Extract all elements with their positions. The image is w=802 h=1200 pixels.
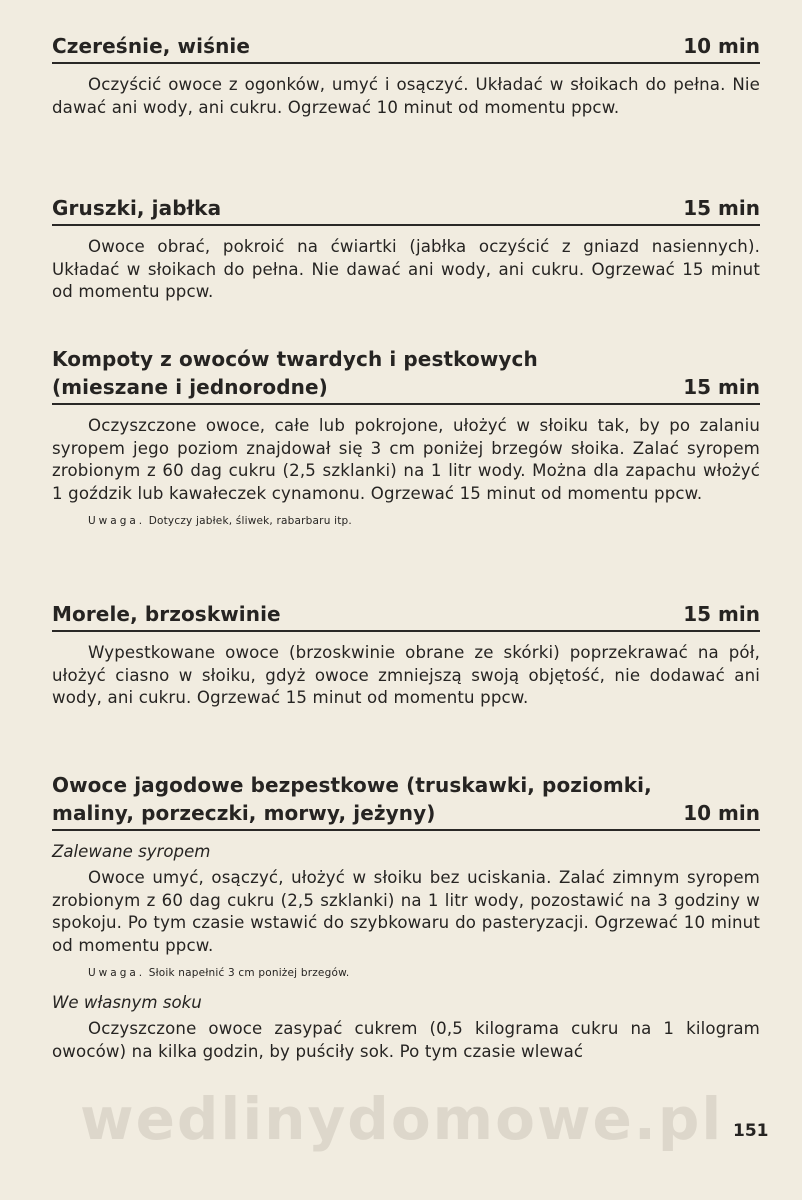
section-time: 10 min xyxy=(683,801,760,825)
section-text: Oczyszczone owoce, całe lub pokrojone, ułożyć w słoiku tak, by po zalaniu syropem jego poziom znajdował się 3 cm poniżej brzegów słoika. Zalać syropem zrobionym z 60 dag cukru (2,5 szklanki) na 1 litr wody. Można dla zapachu włożyć 1 goździk lub kawałeczek cynamonu. Ogrzewać 15 minut od momentu ppcw. xyxy=(52,416,760,503)
section-time: 15 min xyxy=(683,375,760,399)
section-cherries xyxy=(52,32,760,119)
subheading-syrup: Zalewane syropem xyxy=(52,842,211,861)
section-time: 15 min xyxy=(683,196,760,220)
note-text: Słoik napełnić 3 cm poniżej brzegów. xyxy=(148,967,350,979)
section-title: Czereśnie, wiśnie xyxy=(52,34,251,58)
section-text: Oczyścić owoce z ogonków, umyć i osączyć. Układać w słoikach do pełna. Nie dawać ani wody, ani cukru. Ogrzewać 10 minut od momentu ppcw. xyxy=(52,75,760,117)
section-header xyxy=(52,32,760,64)
section-title xyxy=(52,771,652,827)
section-text: Owoce umyć, osączyć, ułożyć w słoiku bez uciskania. Zalać zimnym syropem zrobionym z 60 dag cukru (2,5 szklanki) na 1 litr wody, pozostawić na 3 godziny w spokoju. Po tym czasie wstawić do szybkowaru do pasteryzacji. Ogrzewać 10 minut od momentu ppcw. xyxy=(52,868,760,955)
note xyxy=(52,514,760,528)
section-header xyxy=(52,194,760,226)
section-time: 15 min xyxy=(683,602,760,626)
section-compotes xyxy=(52,345,760,528)
section-pears-apples xyxy=(52,194,760,304)
section-title-line1: Kompoty z owoców twardych i pestkowych xyxy=(52,347,538,371)
section-time: 10 min xyxy=(683,34,760,58)
watermark: wedlinydomowe.pl xyxy=(80,1085,724,1153)
subheading-own-juice: We własnym soku xyxy=(52,993,202,1012)
section-text: Owoce obrać, pokroić na ćwiartki (jabłka oczyścić z gniazd nasiennych). Układać w słoikach do pełna. Nie dawać ani wody, ani cukru. Ogrzewać 15 minut od momentu ppcw. xyxy=(52,237,760,301)
section-title-line2: maliny, porzeczki, morwy, jeżyny) xyxy=(52,801,436,825)
section-title: Morele, brzoskwinie xyxy=(52,602,281,626)
section-berries xyxy=(52,771,760,1063)
section-text: Wypestkowane owoce (brzoskwinie obrane ze skórki) poprzekrawać na pół, ułożyć ciasno w słoiku, gdyż owoce zmniejszą swoją objętość, nie dodawać ani wody, ani cukru. Ogrzewać 15 minut od momentu ppcw. xyxy=(52,643,760,707)
note xyxy=(52,966,760,980)
section-title-line2: (mieszane i jednorodne) xyxy=(52,375,328,399)
page-number: 151 xyxy=(733,1121,769,1141)
section-header xyxy=(52,600,760,632)
section-title xyxy=(52,345,538,401)
section-header xyxy=(52,345,760,405)
note-text: Dotyczy jabłek, śliwek, rabarbaru itp. xyxy=(148,515,352,527)
section-title: Gruszki, jabłka xyxy=(52,196,222,220)
note-label: Uwaga. xyxy=(88,515,146,527)
note-label: Uwaga. xyxy=(88,967,146,979)
section-text: Oczyszczone owoce zasypać cukrem (0,5 kilograma cukru na 1 kilogram owoców) na kilka godzin, by puściły sok. Po tym czasie wlewać xyxy=(52,1019,760,1061)
section-header xyxy=(52,771,760,831)
section-title-line1: Owoce jagodowe bezpestkowe (truskawki, poziomki, xyxy=(52,773,652,797)
section-apricots-peaches xyxy=(52,600,760,710)
